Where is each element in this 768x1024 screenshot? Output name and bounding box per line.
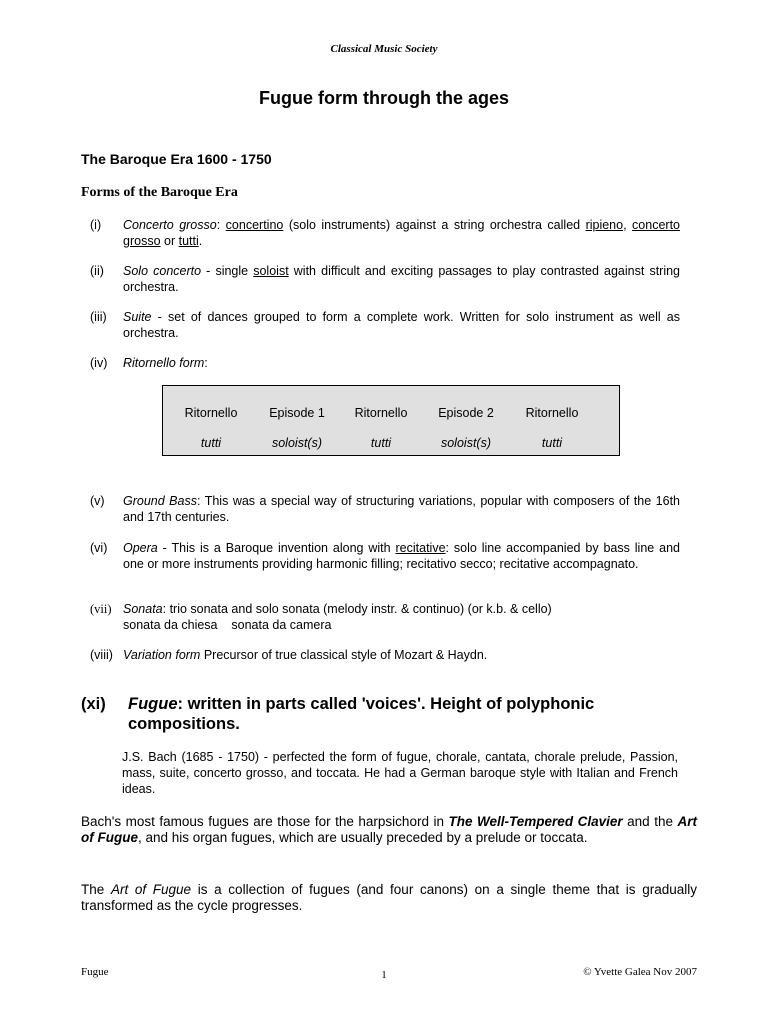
item-term: Opera: [123, 541, 158, 555]
list-item-suite: [90, 310, 680, 341]
table-cell-section: Ritornello: [354, 406, 408, 420]
item-text: : This was a special way of structuring variations, popular with composers of the 16th and 17th centuries.: [123, 494, 680, 524]
item-term: Concerto grosso: [123, 218, 217, 232]
forms-heading: Forms of the Baroque Era: [81, 185, 238, 200]
item-text: - This is a Baroque invention along with: [157, 541, 396, 555]
item-number: (viii): [90, 648, 113, 662]
paragraph-art-of-fugue: [81, 882, 697, 914]
item-term: Ritornello form: [123, 356, 205, 370]
item-term: Sonata: [123, 602, 163, 616]
table-cell-section: Ritornello: [525, 406, 579, 420]
item-number: (vii): [90, 602, 112, 616]
work-title: Art of Fugue: [81, 814, 697, 845]
bach-paragraph: J.S. Bach (1685 - 1750) - perfected the form of fugue, chorale, cantata, chorale prelude, Passion, mass, suite, concerto grosso, and toccata. He had a German baroque style with Italian and French ideas.: [122, 750, 678, 796]
list-item-ground-bass: [90, 494, 680, 525]
underlined-term: tutti: [178, 233, 199, 248]
item-term: Solo concerto: [123, 264, 202, 278]
table-cell-performer: soloist(s): [271, 436, 322, 450]
item-number: (i): [90, 218, 102, 232]
underlined-term: ripieno: [585, 218, 624, 232]
paragraph-text: is a collection of fugues (and four canons) on a single theme that is gradually transformed as the cycle progresses.: [81, 882, 698, 913]
table-cell-performer: tutti: [541, 436, 563, 450]
paragraph-text: , and his organ fugues, which are usually preceded by a prelude or toccata.: [138, 830, 588, 845]
page-title: Fugue form through the ages: [259, 88, 509, 108]
item-text: or: [160, 233, 179, 248]
list-item-sonata: [90, 602, 680, 633]
item-number: (xi): [81, 695, 106, 713]
page-number: 1: [381, 969, 387, 981]
list-item-concerto-grosso: [90, 218, 680, 249]
item-text: : written in parts called 'voices'. Height of polyphonic compositions.: [128, 695, 595, 733]
paragraph-text: and the: [622, 814, 678, 829]
underlined-term: soloist: [253, 264, 289, 278]
item-text: with difficult and exciting passages to play contrasted against string orchestra.: [123, 264, 681, 294]
item-term: Fugue: [128, 695, 178, 713]
item-number: (v): [90, 494, 105, 508]
list-item-opera: [90, 541, 680, 572]
work-title: The Well-Tempered Clavier: [448, 814, 623, 829]
fugue-heading-item: [81, 694, 681, 734]
paragraph-text: Bach's most famous fugues are those for the harpsichord in: [81, 814, 449, 829]
underlined-term: concerto grosso: [123, 218, 680, 248]
item-number: (iii): [90, 310, 107, 324]
table-cell-performer: tutti: [370, 436, 392, 450]
work-title: Art of Fugue: [110, 882, 192, 897]
item-text: :: [216, 218, 226, 232]
item-text: : solo line accompanied by bass line and one or more instruments providing harmonic filling; recitativo secco; recitative accompagnato.: [123, 541, 680, 571]
table-cell-section: Ritornello: [184, 406, 238, 420]
item-number: (vi): [90, 541, 108, 555]
underlined-term: recitative: [395, 541, 446, 555]
item-text: :: [204, 356, 208, 370]
item-number: (iv): [90, 356, 108, 370]
item-text: sonata da chiesa sonata da camera: [123, 617, 332, 632]
underlined-term: concertino: [225, 218, 284, 232]
item-term: Ground Bass: [123, 494, 197, 508]
item-text: (solo instruments) against a string orchestra called: [283, 218, 586, 232]
era-heading: The Baroque Era 1600 - 1750: [81, 151, 272, 167]
item-term: Variation form: [123, 648, 201, 662]
ritornello-table: [162, 385, 620, 456]
item-text: - set of dances grouped to form a complete work. Written for solo instrument as well as orchestra.: [123, 310, 680, 340]
item-term: Suite: [123, 310, 152, 324]
item-text: .: [198, 233, 203, 248]
item-text: - single: [201, 264, 254, 278]
table-cell-section: Episode 2: [438, 406, 494, 420]
list-item-ritornello: [90, 356, 680, 372]
item-text: Precursor of true classical style of Mozart & Haydn.: [200, 648, 488, 662]
paragraph-famous-fugues: [81, 814, 697, 846]
item-number: (ii): [90, 264, 104, 278]
list-item-variation-form: [90, 648, 680, 664]
paragraph-text: The: [81, 882, 111, 897]
footer-left: Fugue: [81, 966, 109, 978]
list-item-solo-concerto: [90, 264, 680, 295]
item-text: ,: [623, 218, 633, 232]
table-cell-performer: tutti: [200, 436, 222, 450]
table-cell-section: Episode 1: [269, 406, 325, 420]
footer-copyright: © Yvette Galea Nov 2007: [583, 966, 697, 978]
item-text: : trio sonata and solo sonata (melody instr. & continuo) (or k.b. & cello): [162, 602, 552, 616]
document-header: Classical Music Society: [330, 43, 438, 55]
table-cell-performer: soloist(s): [440, 436, 491, 450]
